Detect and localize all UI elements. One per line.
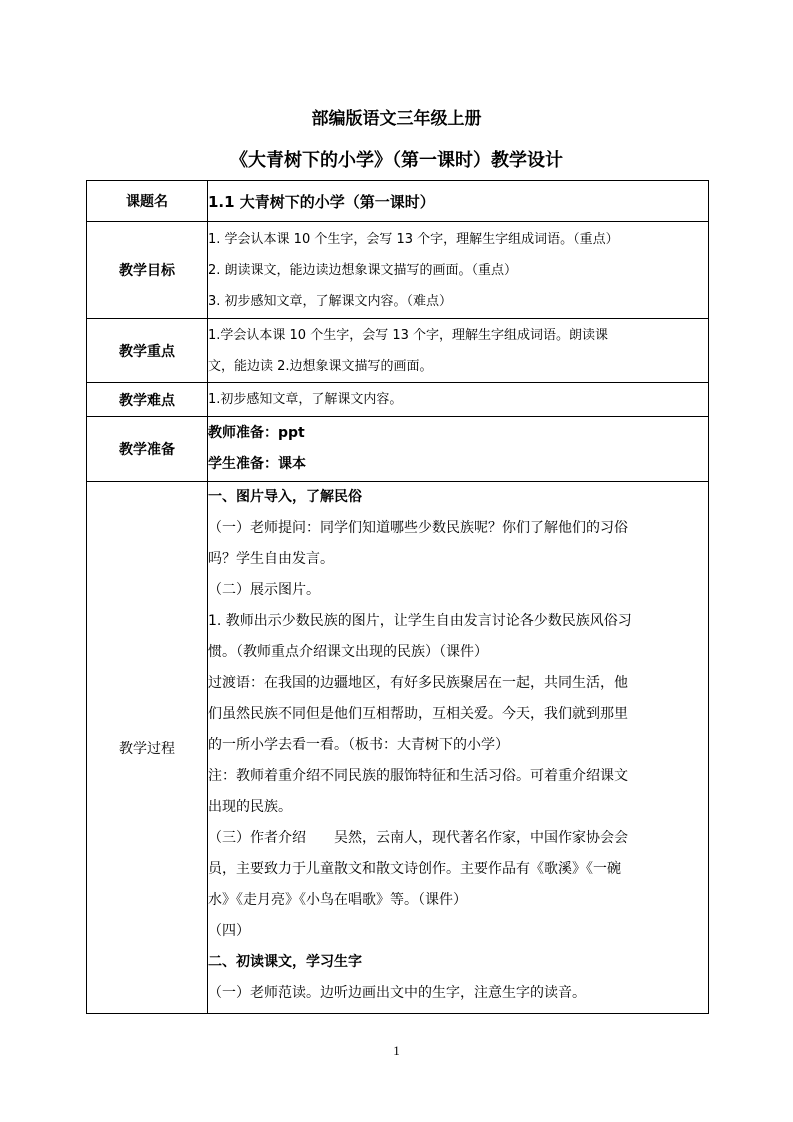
goals-line: 3. 初步感知文章，了解课文内容。（难点） <box>208 293 453 309</box>
table-row-topic <box>87 181 709 222</box>
key-points-content <box>208 319 709 383</box>
document-subtitle: 《大青树下的小学》（第一课时）教学设计 <box>230 150 563 171</box>
table-row-preparation <box>87 417 709 482</box>
page-number: 1 <box>393 1043 400 1058</box>
preparation-label: 教学准备 <box>87 417 208 482</box>
process-heading: 一、图片导入，了解民俗 <box>208 489 362 505</box>
process-line: （二）展示图片。 <box>208 582 320 598</box>
process-content <box>208 482 709 1014</box>
process-line: （一）老师范读。边听边画出文中的生字，注意生字的读音。 <box>208 985 586 1001</box>
process-line: 过渡语：在我国的边疆地区，有好多民族聚居在一起，共同生活，他 <box>208 675 628 691</box>
goals-line: 2. 朗读课文，能边读边想象课文描写的画面。（重点） <box>208 262 518 278</box>
goals-label: 教学目标 <box>87 222 208 319</box>
key-points-label: 教学重点 <box>87 319 208 383</box>
table-row-goals <box>87 222 709 319</box>
table-row-difficulties <box>87 383 709 417</box>
process-line: （四） <box>208 923 250 939</box>
document-title: 部编版语文三年级上册 <box>311 109 482 129</box>
preparation-content <box>208 417 709 482</box>
teacher-preparation: 教师准备：ppt <box>208 425 305 441</box>
process-line: 吗？学生自由发言。 <box>208 551 334 567</box>
key-points-line: 1.学会认本课 10 个生字，会写 13 个字，理解生字组成词语。朗读课 <box>208 327 609 343</box>
process-line: （一）老师提问：同学们知道哪些少数民族呢？你们了解他们的习俗 <box>208 520 628 536</box>
process-line: 员，主要致力于儿童散文和散文诗创作。主要作品有《歌溪》《一碗 <box>208 861 621 877</box>
process-line: 注：教师着重介绍不同民族的服饰特征和生活习俗。可着重介绍课文 <box>208 768 628 784</box>
lesson-plan-table <box>86 180 709 1014</box>
difficulties-content <box>208 383 709 417</box>
goals-content <box>208 222 709 319</box>
table-row-key-points <box>87 319 709 383</box>
topic-label: 课题名 <box>87 181 208 222</box>
process-label: 教学过程 <box>87 482 208 1014</box>
process-line: （三）作者介绍 吴然，云南人，现代著名作家，中国作家协会会 <box>208 830 628 846</box>
difficulties-line: 1.初步感知文章，了解课文内容。 <box>208 392 403 407</box>
process-line: 们虽然民族不同但是他们互相帮助，互相关爱。今天，我们就到那里 <box>208 706 628 722</box>
key-points-line: 文，能边读 2.边想象课文描写的画面。 <box>208 358 433 374</box>
process-line: 出现的民族。 <box>208 799 292 815</box>
difficulties-label: 教学难点 <box>87 383 208 417</box>
process-line: 的一所小学去看一看。（板书：大青树下的小学） <box>208 737 509 753</box>
process-line: 惯。（教师重点介绍课文出现的民族）（课件） <box>208 644 488 660</box>
topic-value: 1.1 大青树下的小学（第一课时） <box>208 181 709 222</box>
goals-line: 1. 学会认本课 10 个生字，会写 13 个字，理解生字组成词语。（重点） <box>208 231 619 247</box>
student-preparation: 学生准备：课本 <box>208 456 306 472</box>
process-heading: 二、初读课文，学习生字 <box>208 954 362 970</box>
process-line: 水》《走月亮》《小鸟在唱歌》等。（课件） <box>208 892 467 908</box>
process-line: 1. 教师出示少数民族的图片，让学生自由发言讨论各少数民族风俗习 <box>208 613 632 629</box>
table-row-process <box>87 482 709 1014</box>
